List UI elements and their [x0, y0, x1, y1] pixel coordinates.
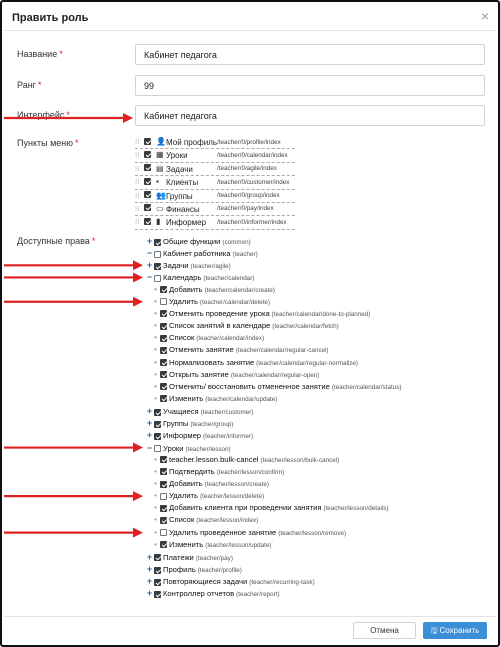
leaf-bullet-icon: • — [154, 296, 157, 306]
permission-path: (teacher/calendar/regular-normalize) — [256, 359, 359, 367]
collapse-icon[interactable]: − — [146, 442, 153, 453]
annotation-arrow — [4, 528, 143, 538]
menu-item[interactable] — [135, 203, 295, 216]
expand-icon[interactable]: + — [146, 406, 153, 417]
permission-path: (common) — [222, 239, 251, 246]
permission-name: Список занятий в календаре — [169, 321, 271, 331]
name-input[interactable]: Кабинет педагога — [135, 44, 485, 65]
permission-path: (teacher/calendar/fetch) — [272, 323, 339, 331]
save-button[interactable] — [423, 622, 487, 639]
permission-checkbox[interactable] — [160, 456, 167, 463]
menu-item[interactable] — [135, 149, 295, 162]
permission-name: Нормализовать занятие — [169, 357, 255, 367]
permission-name: Контроллер отчетов — [163, 589, 235, 599]
permission-path: (teacher) — [232, 251, 258, 259]
permission-path: (teacher/lesson) — [185, 445, 231, 453]
permission-checkbox[interactable] — [154, 445, 161, 452]
tree-node — [151, 539, 271, 551]
permission-checkbox[interactable] — [154, 251, 161, 258]
menu-item-checkbox[interactable] — [144, 151, 151, 158]
tree-node — [151, 514, 258, 526]
tree-node — [145, 587, 280, 599]
annotation-arrow — [4, 297, 143, 307]
leaf-bullet-icon: • — [154, 333, 157, 343]
calendar-icon: ▦ — [156, 150, 164, 160]
expand-icon[interactable]: + — [146, 576, 153, 587]
permission-path: (teacher/calendar/delete) — [200, 298, 271, 306]
collapse-icon[interactable]: − — [146, 248, 153, 259]
leaf-bullet-icon: • — [154, 345, 157, 355]
permission-path: (teacher/lesson/index) — [196, 517, 259, 525]
leaf-bullet-icon: • — [154, 284, 157, 294]
permission-checkbox[interactable] — [154, 567, 161, 574]
leaf-bullet-icon: • — [154, 539, 157, 549]
permission-path: (teacher/pay) — [195, 554, 233, 562]
menu-item-name: Мой профиль — [166, 138, 218, 147]
tasks-icon: ▤ — [156, 163, 164, 173]
dialog-header — [4, 4, 496, 31]
menu-item-name: Уроки — [166, 151, 188, 161]
permission-checkbox[interactable] — [160, 517, 167, 524]
menu-item-path: /teacher/0/profile/index — [217, 138, 281, 146]
rank-input[interactable]: 99 — [135, 75, 485, 96]
permission-path: (teacher/calendar/status) — [331, 383, 402, 391]
permission-checkbox[interactable] — [160, 505, 167, 512]
annotation-arrow — [4, 491, 143, 501]
drag-handle-icon[interactable]: ⁝⁝ — [135, 179, 140, 187]
leaf-bullet-icon: • — [154, 369, 157, 379]
permission-name: Удалить — [169, 296, 198, 306]
permission-path: (teacher/calendar/regular-open) — [230, 371, 320, 379]
permission-name: Уроки — [163, 443, 184, 453]
required-mark: * — [74, 138, 79, 148]
permission-name: Открыть занятие — [169, 369, 229, 379]
expand-icon[interactable]: + — [146, 260, 153, 271]
permission-name: Профиль — [163, 565, 196, 575]
permission-path: (teacher/calendar) — [203, 275, 255, 283]
permission-checkbox[interactable] — [154, 275, 161, 282]
leaf-bullet-icon: • — [154, 515, 157, 525]
menu-item-checkbox[interactable] — [144, 164, 151, 171]
tree-node — [145, 429, 253, 441]
clients-icon: ▪ — [156, 177, 159, 187]
expand-icon[interactable]: + — [146, 236, 153, 246]
close-icon[interactable]: × — [480, 8, 489, 24]
interface-label: Интерфейс * — [17, 110, 70, 120]
tree-node — [145, 417, 233, 429]
tree-node — [151, 527, 346, 539]
name-label: Название * — [17, 49, 63, 59]
permission-path: (teacher/lesson/update) — [205, 541, 272, 549]
permission-path: (teacher/lesson/details) — [323, 505, 389, 513]
permission-name: Общие функции — [163, 237, 221, 246]
leaf-bullet-icon: • — [154, 381, 157, 391]
expand-icon[interactable]: + — [146, 551, 153, 562]
tree-node — [151, 393, 277, 405]
annotation-arrow — [4, 443, 143, 453]
permission-name: Удалить — [169, 491, 198, 501]
permission-path: (teacher/lesson/delete) — [200, 493, 265, 501]
permission-checkbox[interactable] — [154, 409, 161, 416]
permission-name: teacher.lesson.bulk-cancel — [169, 454, 259, 464]
permission-checkbox[interactable] — [160, 541, 167, 548]
tree-node — [151, 369, 319, 381]
tree-node — [151, 308, 370, 320]
permission-path: (teacher/calendar/done-to-planned) — [271, 310, 371, 318]
permission-name: Удалить проведенное занятие — [169, 527, 277, 537]
menu-item-path: /teacher/0/informer/index — [217, 218, 287, 226]
permission-checkbox[interactable] — [154, 433, 161, 440]
permission-checkbox[interactable] — [154, 579, 161, 586]
permission-path: (teacher/lesson/create) — [204, 481, 269, 488]
permission-name: Изменить — [169, 393, 204, 403]
permission-name: Повторяющиеся задачи — [163, 577, 248, 587]
permission-path: (teacher/calendar/create) — [204, 286, 275, 294]
tree-node — [151, 502, 389, 514]
permission-name: Добавить — [169, 479, 203, 488]
permission-name: Учащиеся — [163, 407, 199, 417]
tree-node — [145, 575, 315, 587]
permission-checkbox[interactable] — [160, 286, 167, 293]
menu-item-path: /teacher/0/pay/index — [217, 205, 274, 213]
expand-icon[interactable]: + — [146, 588, 153, 599]
permission-checkbox[interactable] — [154, 591, 161, 598]
permission-name: Отменить/ восстановить отмененное занятие — [169, 381, 330, 391]
menu-item-name: Информер — [166, 218, 207, 228]
menu-item-path: /teacher/0/agile/index — [217, 165, 277, 173]
tree-node — [145, 405, 253, 417]
permission-name: Информер — [163, 431, 202, 441]
tree-node — [145, 271, 254, 283]
permission-name: Группы — [163, 419, 189, 429]
permission-checkbox[interactable] — [160, 468, 167, 475]
annotation-arrow — [4, 260, 143, 270]
permission-name: Подтвердить — [169, 466, 215, 476]
permission-checkbox[interactable] — [160, 383, 167, 390]
permission-name: Календарь — [163, 273, 202, 283]
tree-node — [151, 466, 284, 478]
tree-node — [151, 284, 275, 296]
permission-name: Задачи — [163, 261, 189, 271]
permission-path: (teacher/lesson/remove) — [278, 529, 347, 537]
permission-checkbox[interactable] — [160, 310, 167, 317]
permission-checkbox[interactable] — [160, 371, 167, 378]
permission-name: Список — [169, 333, 195, 343]
permission-name: Отменить проведение урока — [169, 308, 270, 318]
leaf-bullet-icon: • — [154, 321, 157, 331]
tree-node — [145, 235, 251, 247]
permission-checkbox[interactable] — [154, 421, 161, 428]
permission-name: Отменить занятие — [169, 345, 234, 355]
tree-node — [145, 247, 258, 259]
permission-checkbox[interactable] — [154, 263, 161, 270]
interface-input[interactable]: Кабинет педагога — [135, 105, 485, 126]
leaf-bullet-icon: • — [154, 527, 157, 537]
tree-node — [151, 478, 269, 490]
leaf-bullet-icon: • — [154, 454, 157, 464]
save-button-label: Сохранить — [439, 626, 480, 635]
expand-icon[interactable]: + — [146, 564, 153, 575]
tree-node — [145, 259, 231, 271]
tree-node — [145, 551, 233, 563]
required-mark: * — [91, 236, 96, 246]
menu-item-name: Группы — [166, 191, 193, 201]
permission-path: (teacher/group) — [190, 421, 234, 429]
menu-item-checkbox[interactable] — [144, 138, 151, 145]
rights-label: Доступные права * — [17, 236, 96, 246]
tree-node — [145, 442, 231, 454]
menu-item-checkbox[interactable] — [144, 178, 151, 185]
permission-checkbox[interactable] — [160, 395, 167, 402]
permission-path: (teacher/report) — [236, 591, 280, 599]
permission-path: (teacher/calendar/update) — [205, 395, 278, 403]
rank-label: Ранг * — [17, 80, 42, 90]
expand-icon[interactable]: + — [146, 418, 153, 429]
leaf-bullet-icon: • — [154, 466, 157, 476]
tree-node — [151, 490, 264, 502]
menu-item-path: /teacher/0/group/index — [217, 192, 280, 200]
tree-node — [145, 563, 242, 575]
menu-item-path: /teacher/0/customer/index — [217, 178, 290, 186]
required-mark: * — [59, 49, 63, 59]
menu-item-path: /teacher/0/calendar/index — [217, 151, 288, 159]
menu-item[interactable] — [135, 190, 295, 203]
menu-item-name: Финансы — [166, 204, 200, 214]
save-icon: 🖫 — [430, 626, 438, 635]
drag-handle-icon[interactable]: ⁝⁝ — [135, 219, 140, 227]
permission-path: (teacher/calendar/regular-cancel) — [235, 347, 329, 355]
permission-path: (teacher/lesson/confirm) — [216, 468, 285, 476]
menu-item[interactable] — [135, 163, 295, 176]
drag-handle-icon[interactable]: ⁝⁝ — [135, 152, 140, 160]
leaf-bullet-icon: • — [154, 503, 157, 513]
user-icon: 👤 — [156, 137, 166, 146]
leaf-bullet-icon: • — [154, 357, 157, 367]
menu-label: Пункты меню * — [17, 138, 79, 148]
permission-path: (teacher/calendar/index) — [196, 335, 265, 343]
permission-path: (teacher/agile) — [190, 263, 231, 271]
tree-node — [151, 454, 339, 466]
tree-node — [151, 332, 264, 344]
annotation-arrow — [4, 272, 143, 282]
required-mark: * — [66, 110, 70, 120]
permission-path: (teacher/customer) — [200, 409, 254, 417]
tree-node — [151, 357, 358, 369]
informer-icon: ▮ — [156, 217, 161, 227]
finance-icon: ▭ — [156, 203, 164, 213]
collapse-icon[interactable]: − — [146, 272, 153, 283]
expand-icon[interactable]: + — [146, 430, 153, 441]
drag-handle-icon[interactable]: ⁝⁝ — [135, 192, 140, 200]
leaf-bullet-icon: • — [154, 491, 157, 501]
menu-item-checkbox[interactable] — [144, 204, 151, 211]
menu-item[interactable] — [135, 176, 295, 189]
permission-checkbox[interactable] — [160, 335, 167, 342]
menu-item-checkbox[interactable] — [144, 191, 151, 198]
permission-name: Добавить клиента при проведении занятия — [169, 503, 322, 513]
permission-name: Список — [169, 515, 195, 525]
permission-checkbox[interactable] — [160, 298, 167, 305]
cancel-button[interactable]: Отмена — [353, 622, 416, 639]
permission-name: Добавить — [169, 284, 203, 294]
leaf-bullet-icon: • — [154, 393, 157, 403]
permission-name: Кабинет работника — [163, 249, 231, 259]
tree-node — [151, 344, 329, 356]
permission-checkbox[interactable] — [160, 323, 167, 330]
permission-name: Изменить — [169, 539, 204, 549]
menu-item[interactable] — [135, 136, 295, 149]
required-mark: * — [37, 80, 42, 90]
permission-checkbox[interactable] — [160, 493, 167, 500]
permission-checkbox[interactable] — [154, 554, 161, 561]
drag-handle-icon[interactable]: ⁝⁝ — [135, 165, 140, 173]
tree-node — [151, 320, 339, 332]
permission-checkbox[interactable] — [160, 481, 167, 488]
dialog-footer — [4, 616, 496, 643]
permission-name: Платежи — [163, 552, 194, 562]
permission-checkbox[interactable] — [160, 359, 167, 366]
permission-path: (teacher/profile) — [197, 567, 242, 575]
permission-path: (teacher/lesson/bulk-cancel) — [260, 456, 340, 464]
drag-handle-icon[interactable]: ⁝⁝ — [135, 205, 140, 213]
menu-item[interactable] — [135, 216, 295, 229]
groups-icon: 👥 — [156, 190, 166, 200]
leaf-bullet-icon: • — [154, 308, 157, 318]
drag-handle-icon[interactable]: ⁝⁝ — [135, 139, 140, 146]
menu-items-list — [135, 136, 295, 230]
dialog-title: Править роль — [12, 12, 89, 24]
permission-path: (teacher/informer) — [203, 433, 254, 441]
tree-node — [151, 296, 270, 308]
menu-item-name: Клиенты — [166, 178, 199, 188]
menu-item-checkbox[interactable] — [144, 218, 151, 225]
permission-checkbox[interactable] — [160, 529, 167, 536]
leaf-bullet-icon: • — [154, 479, 157, 488]
permission-path: (teacher/recurring-task) — [249, 579, 315, 587]
permission-checkbox[interactable] — [160, 347, 167, 354]
permission-checkbox[interactable] — [154, 239, 161, 246]
menu-item-name: Задачи — [166, 164, 193, 174]
tree-node — [151, 381, 402, 393]
